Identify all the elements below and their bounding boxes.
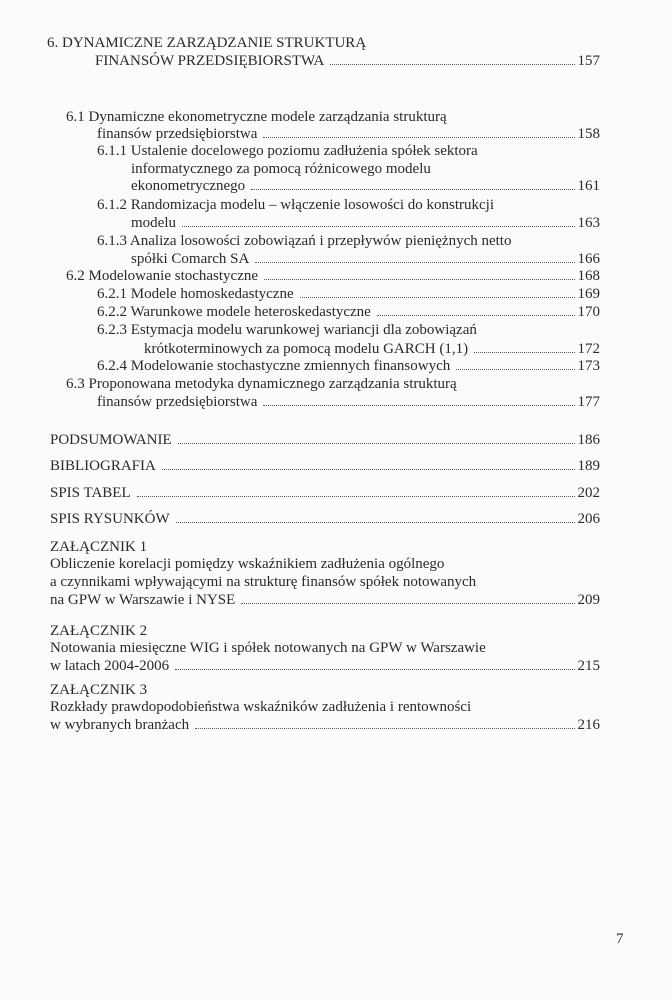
toc-entry[interactable] — [97, 303, 600, 321]
toc-entry-text: spółki Comarch SA — [131, 251, 250, 267]
toc-page: 166 — [577, 251, 600, 267]
dot-leader — [300, 297, 575, 298]
toc-entry-text: Rozkłady prawdopodobieństwa wskaźników zadłużenia i rentowności — [50, 699, 472, 715]
toc-page: 172 — [577, 341, 600, 357]
toc-page: 216 — [577, 717, 600, 733]
toc-entry[interactable] — [95, 52, 600, 70]
toc-entry-spis-tabel[interactable] — [50, 484, 600, 502]
toc-entry-text: w latach 2004-2006 — [50, 658, 170, 674]
toc-page: 170 — [577, 304, 600, 320]
toc-entry-text: a czynnikami wpływającymi na strukturę finansów spółek notowanych — [50, 574, 477, 590]
toc-entry[interactable] — [97, 285, 600, 303]
dot-leader — [377, 315, 575, 316]
toc-entry[interactable] — [97, 357, 600, 375]
toc-page: 189 — [577, 458, 600, 474]
dot-leader — [255, 262, 574, 263]
toc-entry-text: 6.2.3 Estymacja modelu warunkowej wariancji dla zobowiązań — [97, 322, 477, 338]
toc-entry-text: 6.2.4 Modelowanie stochastyczne zmiennych finansowych — [97, 358, 451, 374]
toc-entry-text: FINANSÓW PRZEDSIĘBIORSTWA — [95, 53, 325, 69]
dot-leader — [176, 522, 575, 523]
toc-entry-text: Notowania miesięczne WIG i spółek notowanych na GPW w Warszawie — [50, 640, 486, 656]
toc-appendix-title: ZAŁĄCZNIK 3 — [50, 682, 148, 698]
toc-entry-text: 6.2.1 Modele homoskedastyczne — [97, 286, 294, 302]
toc-entry-text: modelu — [131, 215, 176, 231]
toc-page: 177 — [577, 394, 600, 410]
toc-page: 206 — [577, 511, 600, 527]
toc-entry-podsumowanie[interactable] — [50, 431, 600, 449]
toc-entry-text: SPIS RYSUNKÓW — [50, 511, 170, 527]
toc-entry-text: Obliczenie korelacji pomiędzy wskaźnikiem zadłużenia ogólnego — [50, 556, 445, 572]
toc-entry-text: krótkoterminowych za pomocą modelu GARCH (1,1) — [144, 341, 469, 357]
dot-leader — [195, 728, 574, 729]
toc-page: 169 — [577, 286, 600, 302]
toc-entry-text: PODSUMOWANIE — [50, 432, 172, 448]
dot-leader — [263, 405, 574, 406]
toc-entry-bibliografia[interactable] — [50, 457, 600, 475]
toc-entry-text: finansów przedsiębiorstwa — [97, 126, 258, 142]
toc-entry[interactable] — [144, 340, 600, 358]
toc-entry-text: 6.1.1 Ustalenie docelowego poziomu zadłużenia spółek sektora — [97, 143, 478, 159]
toc-entry-text: finansów przedsiębiorstwa — [97, 394, 258, 410]
toc-entry-zalacznik-3[interactable] — [50, 716, 600, 734]
dot-leader — [137, 496, 575, 497]
toc-entry[interactable] — [66, 267, 600, 285]
toc-entry-text: w wybranych branżach — [50, 717, 190, 733]
toc-entry-zalacznik-1[interactable] — [50, 591, 600, 609]
dot-leader — [264, 279, 574, 280]
toc-appendix-title: ZAŁĄCZNIK 1 — [50, 539, 148, 555]
toc-entry-text: na GPW w Warszawie i NYSE — [50, 592, 236, 608]
toc-page: 202 — [577, 485, 600, 501]
dot-leader — [182, 226, 575, 227]
toc-entry-text: SPIS TABEL — [50, 485, 131, 501]
toc-entry-text: BIBLIOGRAFIA — [50, 458, 156, 474]
toc-entry-text: informatycznego za pomocą różnicowego modelu — [131, 161, 431, 177]
toc-entry[interactable] — [131, 214, 600, 232]
toc-page: 186 — [577, 432, 600, 448]
dot-leader — [330, 64, 574, 65]
toc-entry-zalacznik-2[interactable] — [50, 657, 600, 675]
toc-page: 163 — [577, 215, 600, 231]
toc-entry-text: 6.1.3 Analiza losowości zobowiązań i przepływów pieniężnych netto — [97, 233, 512, 249]
dot-leader — [251, 189, 574, 190]
toc-entry-text: 6.3 Proponowana metodyka dynamicznego zarządzania strukturą — [66, 376, 457, 392]
toc-entry[interactable] — [97, 125, 600, 143]
toc-entry-text: 6.1.2 Randomizacja modelu – włączenie losowości do konstrukcji — [97, 197, 494, 213]
toc-page: 157 — [577, 53, 600, 69]
toc-entry-text: 6.2 Modelowanie stochastyczne — [66, 268, 259, 284]
toc-entry-text: 6.2.2 Warunkowe modele heteroskedastyczne — [97, 304, 371, 320]
toc-page: 168 — [577, 268, 600, 284]
toc-entry[interactable] — [131, 250, 600, 268]
toc-entry-text: ekonometrycznego — [131, 178, 246, 194]
dot-leader — [263, 137, 574, 138]
dot-leader — [456, 369, 574, 370]
toc-entry[interactable] — [97, 393, 600, 411]
toc-page: 161 — [577, 178, 600, 194]
dot-leader — [162, 469, 575, 470]
toc-entry-spis-rysunkow[interactable] — [50, 510, 600, 528]
page-number: 7 — [616, 931, 624, 947]
toc-chapter-title: 6. DYNAMICZNE ZARZĄDZANIE STRUKTURĄ — [47, 35, 367, 51]
toc-page: 173 — [577, 358, 600, 374]
toc-entry[interactable] — [131, 177, 600, 195]
dot-leader — [178, 443, 575, 444]
dot-leader — [241, 603, 574, 604]
dot-leader — [175, 669, 574, 670]
toc-page: 209 — [577, 592, 600, 608]
dot-leader — [474, 352, 574, 353]
toc-page: 215 — [577, 658, 600, 674]
toc-page: 158 — [577, 126, 600, 142]
toc-appendix-title: ZAŁĄCZNIK 2 — [50, 623, 148, 639]
toc-entry-text: 6.1 Dynamiczne ekonometryczne modele zarządzania strukturą — [66, 109, 447, 125]
